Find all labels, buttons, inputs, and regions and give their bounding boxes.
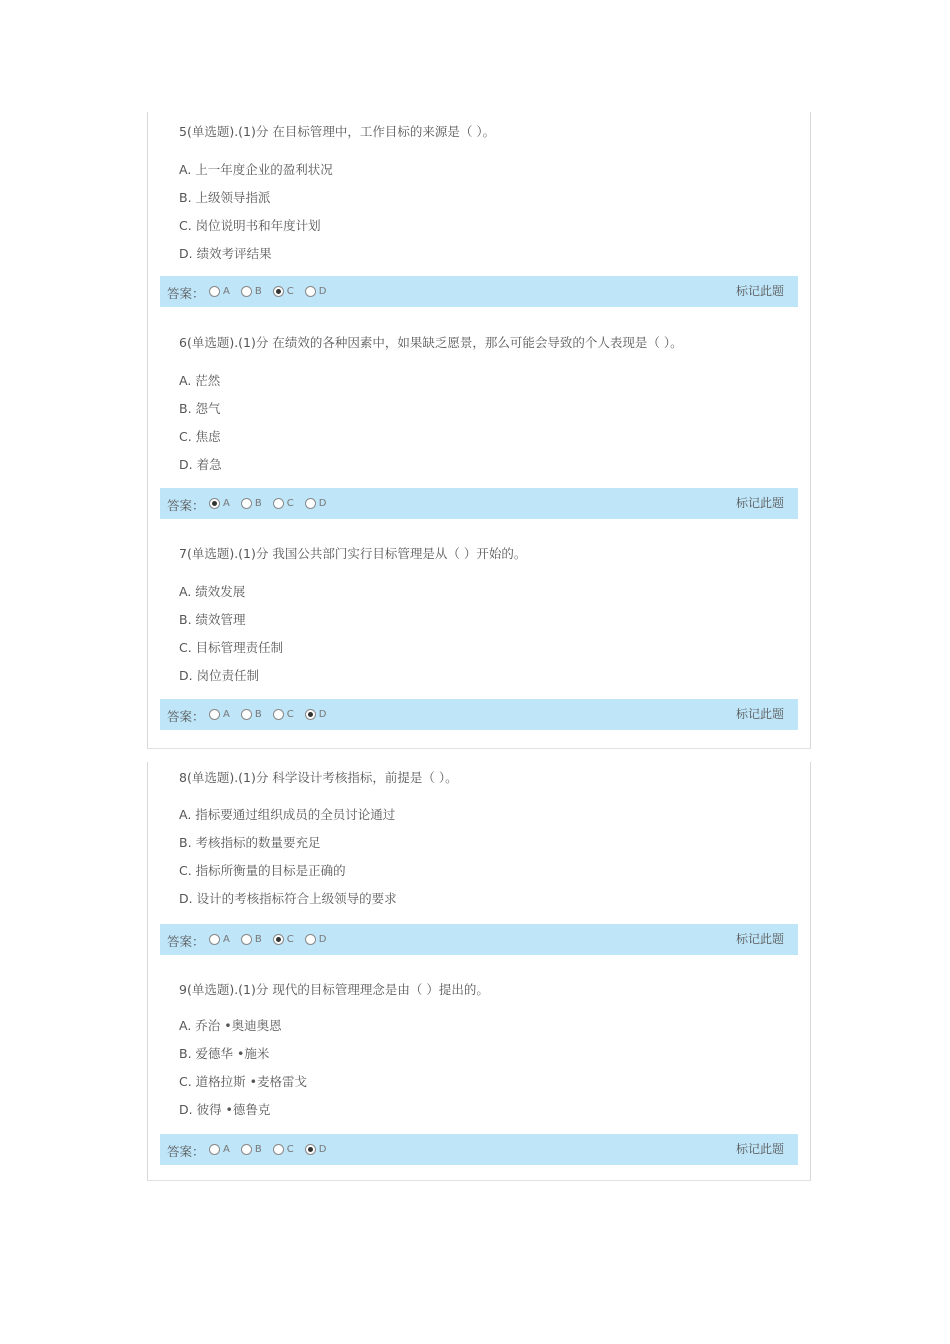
- radio-button-a[interactable]: [209, 934, 220, 945]
- option-b: B. 怨气: [179, 401, 221, 416]
- radio-button-a[interactable]: [209, 1144, 220, 1155]
- question-title: 8(单选题).(1)分 科学设计考核指标，前提是（ ）。: [179, 770, 458, 785]
- answer-bar: [160, 488, 798, 519]
- radio-label: B: [254, 709, 262, 720]
- radio-button-a[interactable]: [209, 498, 220, 509]
- radio-button-c[interactable]: [273, 709, 284, 720]
- option-b: B. 爱德华 •施米: [179, 1046, 270, 1061]
- option-c: C. 岗位说明书和年度计划: [179, 218, 321, 233]
- answer-bar: [160, 1134, 798, 1165]
- option-c: C. 焦虑: [179, 429, 221, 444]
- option-d: D. 着急: [179, 457, 222, 472]
- answer-label: 答案：: [167, 498, 205, 513]
- radio-button-a[interactable]: [209, 709, 220, 720]
- option-d: D. 岗位责任制: [179, 668, 260, 683]
- radio-label: B: [254, 286, 262, 297]
- question-title: 9(单选题).(1)分 现代的目标管理理念是由（ ）提出的。: [179, 982, 489, 997]
- radio-label: C: [286, 934, 294, 945]
- radio-label: A: [223, 498, 230, 509]
- radio-button-c[interactable]: [273, 498, 284, 509]
- answer-option-c[interactable]: [273, 709, 294, 720]
- radio-label: B: [254, 1144, 262, 1155]
- radio-label: A: [223, 1144, 230, 1155]
- radio-button-d[interactable]: [305, 498, 316, 509]
- option-a: A. 绩效发展: [179, 584, 246, 599]
- answer-option-d[interactable]: [305, 1144, 327, 1155]
- radio-button-b[interactable]: [241, 1144, 252, 1155]
- answer-bar: [160, 924, 798, 955]
- radio-button-c[interactable]: [273, 1144, 284, 1155]
- mark-question-button[interactable]: 标记此题: [735, 707, 784, 721]
- radio-label: C: [286, 709, 294, 720]
- answer-option-b[interactable]: [241, 286, 262, 297]
- radio-button-d[interactable]: [305, 934, 316, 945]
- radio-label: D: [318, 286, 327, 297]
- radio-label: C: [286, 286, 294, 297]
- radio-button-b[interactable]: [241, 286, 252, 297]
- answer-option-d[interactable]: [305, 934, 327, 945]
- answer-label: 答案：: [167, 934, 205, 949]
- option-d: D. 绩效考评结果: [179, 246, 272, 261]
- radio-label: D: [318, 709, 327, 720]
- radio-button-b[interactable]: [241, 709, 252, 720]
- answer-option-a[interactable]: [209, 709, 230, 720]
- question-title: 5(单选题).(1)分 在目标管理中，工作目标的来源是（ ）。: [179, 124, 496, 139]
- answer-label: 答案：: [167, 709, 205, 724]
- option-c: C. 道格拉斯 •麦格雷戈: [179, 1074, 308, 1089]
- answer-label: 答案：: [167, 1144, 205, 1159]
- answer-option-a[interactable]: [209, 934, 230, 945]
- option-a: A. 乔治 •奥迪奥恩: [179, 1018, 282, 1033]
- question-title: 7(单选题).(1)分 我国公共部门实行目标管理是从（ ）开始的。: [179, 546, 527, 561]
- question-panel-1: [147, 112, 811, 749]
- option-b: B. 考核指标的数量要充足: [179, 835, 321, 850]
- radio-label: A: [223, 934, 230, 945]
- answer-radio-group: [209, 498, 326, 509]
- option-d: D. 设计的考核指标符合上级领导的要求: [179, 891, 397, 906]
- radio-label: B: [254, 934, 262, 945]
- answer-option-a[interactable]: [209, 286, 230, 297]
- radio-button-d[interactable]: [305, 1144, 316, 1155]
- option-a: A. 茫然: [179, 373, 221, 388]
- radio-label: B: [254, 498, 262, 509]
- answer-option-d[interactable]: [305, 498, 327, 509]
- radio-button-b[interactable]: [241, 934, 252, 945]
- answer-option-b[interactable]: [241, 1144, 262, 1155]
- option-c: C. 目标管理责任制: [179, 640, 284, 655]
- radio-button-b[interactable]: [241, 498, 252, 509]
- answer-option-b[interactable]: [241, 498, 262, 509]
- radio-button-a[interactable]: [209, 286, 220, 297]
- option-c: C. 指标所衡量的目标是正确的: [179, 863, 346, 878]
- option-b: B. 绩效管理: [179, 612, 246, 627]
- answer-label: 答案：: [167, 286, 205, 301]
- option-a: A. 上一年度企业的盈利状况: [179, 162, 333, 177]
- mark-question-button[interactable]: 标记此题: [735, 932, 784, 946]
- radio-label: D: [318, 498, 327, 509]
- mark-question-button[interactable]: 标记此题: [735, 496, 784, 510]
- radio-button-c[interactable]: [273, 934, 284, 945]
- option-d: D. 彼得 •德鲁克: [179, 1102, 271, 1117]
- radio-button-d[interactable]: [305, 286, 316, 297]
- radio-label: C: [286, 1144, 294, 1155]
- answer-option-b[interactable]: [241, 709, 262, 720]
- answer-option-c[interactable]: [273, 498, 294, 509]
- answer-option-a[interactable]: [209, 498, 230, 509]
- answer-radio-group: [209, 1144, 326, 1155]
- answer-option-b[interactable]: [241, 934, 262, 945]
- option-b: B. 上级领导指派: [179, 190, 271, 205]
- answer-option-c[interactable]: [273, 286, 294, 297]
- question-title: 6(单选题).(1)分 在绩效的各种因素中，如果缺乏愿景，那么可能会导致的个人表现是（ ）。: [179, 335, 683, 350]
- question-panel-2: [147, 762, 811, 1181]
- radio-label: D: [318, 934, 327, 945]
- option-a: A. 指标要通过组织成员的全员讨论通过: [179, 807, 396, 822]
- radio-label: A: [223, 286, 230, 297]
- answer-option-d[interactable]: [305, 286, 327, 297]
- radio-label: D: [318, 1144, 327, 1155]
- radio-button-d[interactable]: [305, 709, 316, 720]
- answer-radio-group: [209, 934, 326, 945]
- radio-label: C: [286, 498, 294, 509]
- answer-option-c[interactable]: [273, 1144, 294, 1155]
- mark-question-button[interactable]: 标记此题: [735, 1142, 784, 1156]
- answer-radio-group: [209, 709, 326, 720]
- mark-question-button[interactable]: 标记此题: [735, 284, 784, 298]
- answer-bar: [160, 276, 798, 307]
- answer-option-d[interactable]: [305, 709, 327, 720]
- radio-label: A: [223, 709, 230, 720]
- answer-option-a[interactable]: [209, 1144, 230, 1155]
- answer-bar: [160, 699, 798, 730]
- answer-option-c[interactable]: [273, 934, 294, 945]
- answer-radio-group: [209, 286, 326, 297]
- radio-button-c[interactable]: [273, 286, 284, 297]
